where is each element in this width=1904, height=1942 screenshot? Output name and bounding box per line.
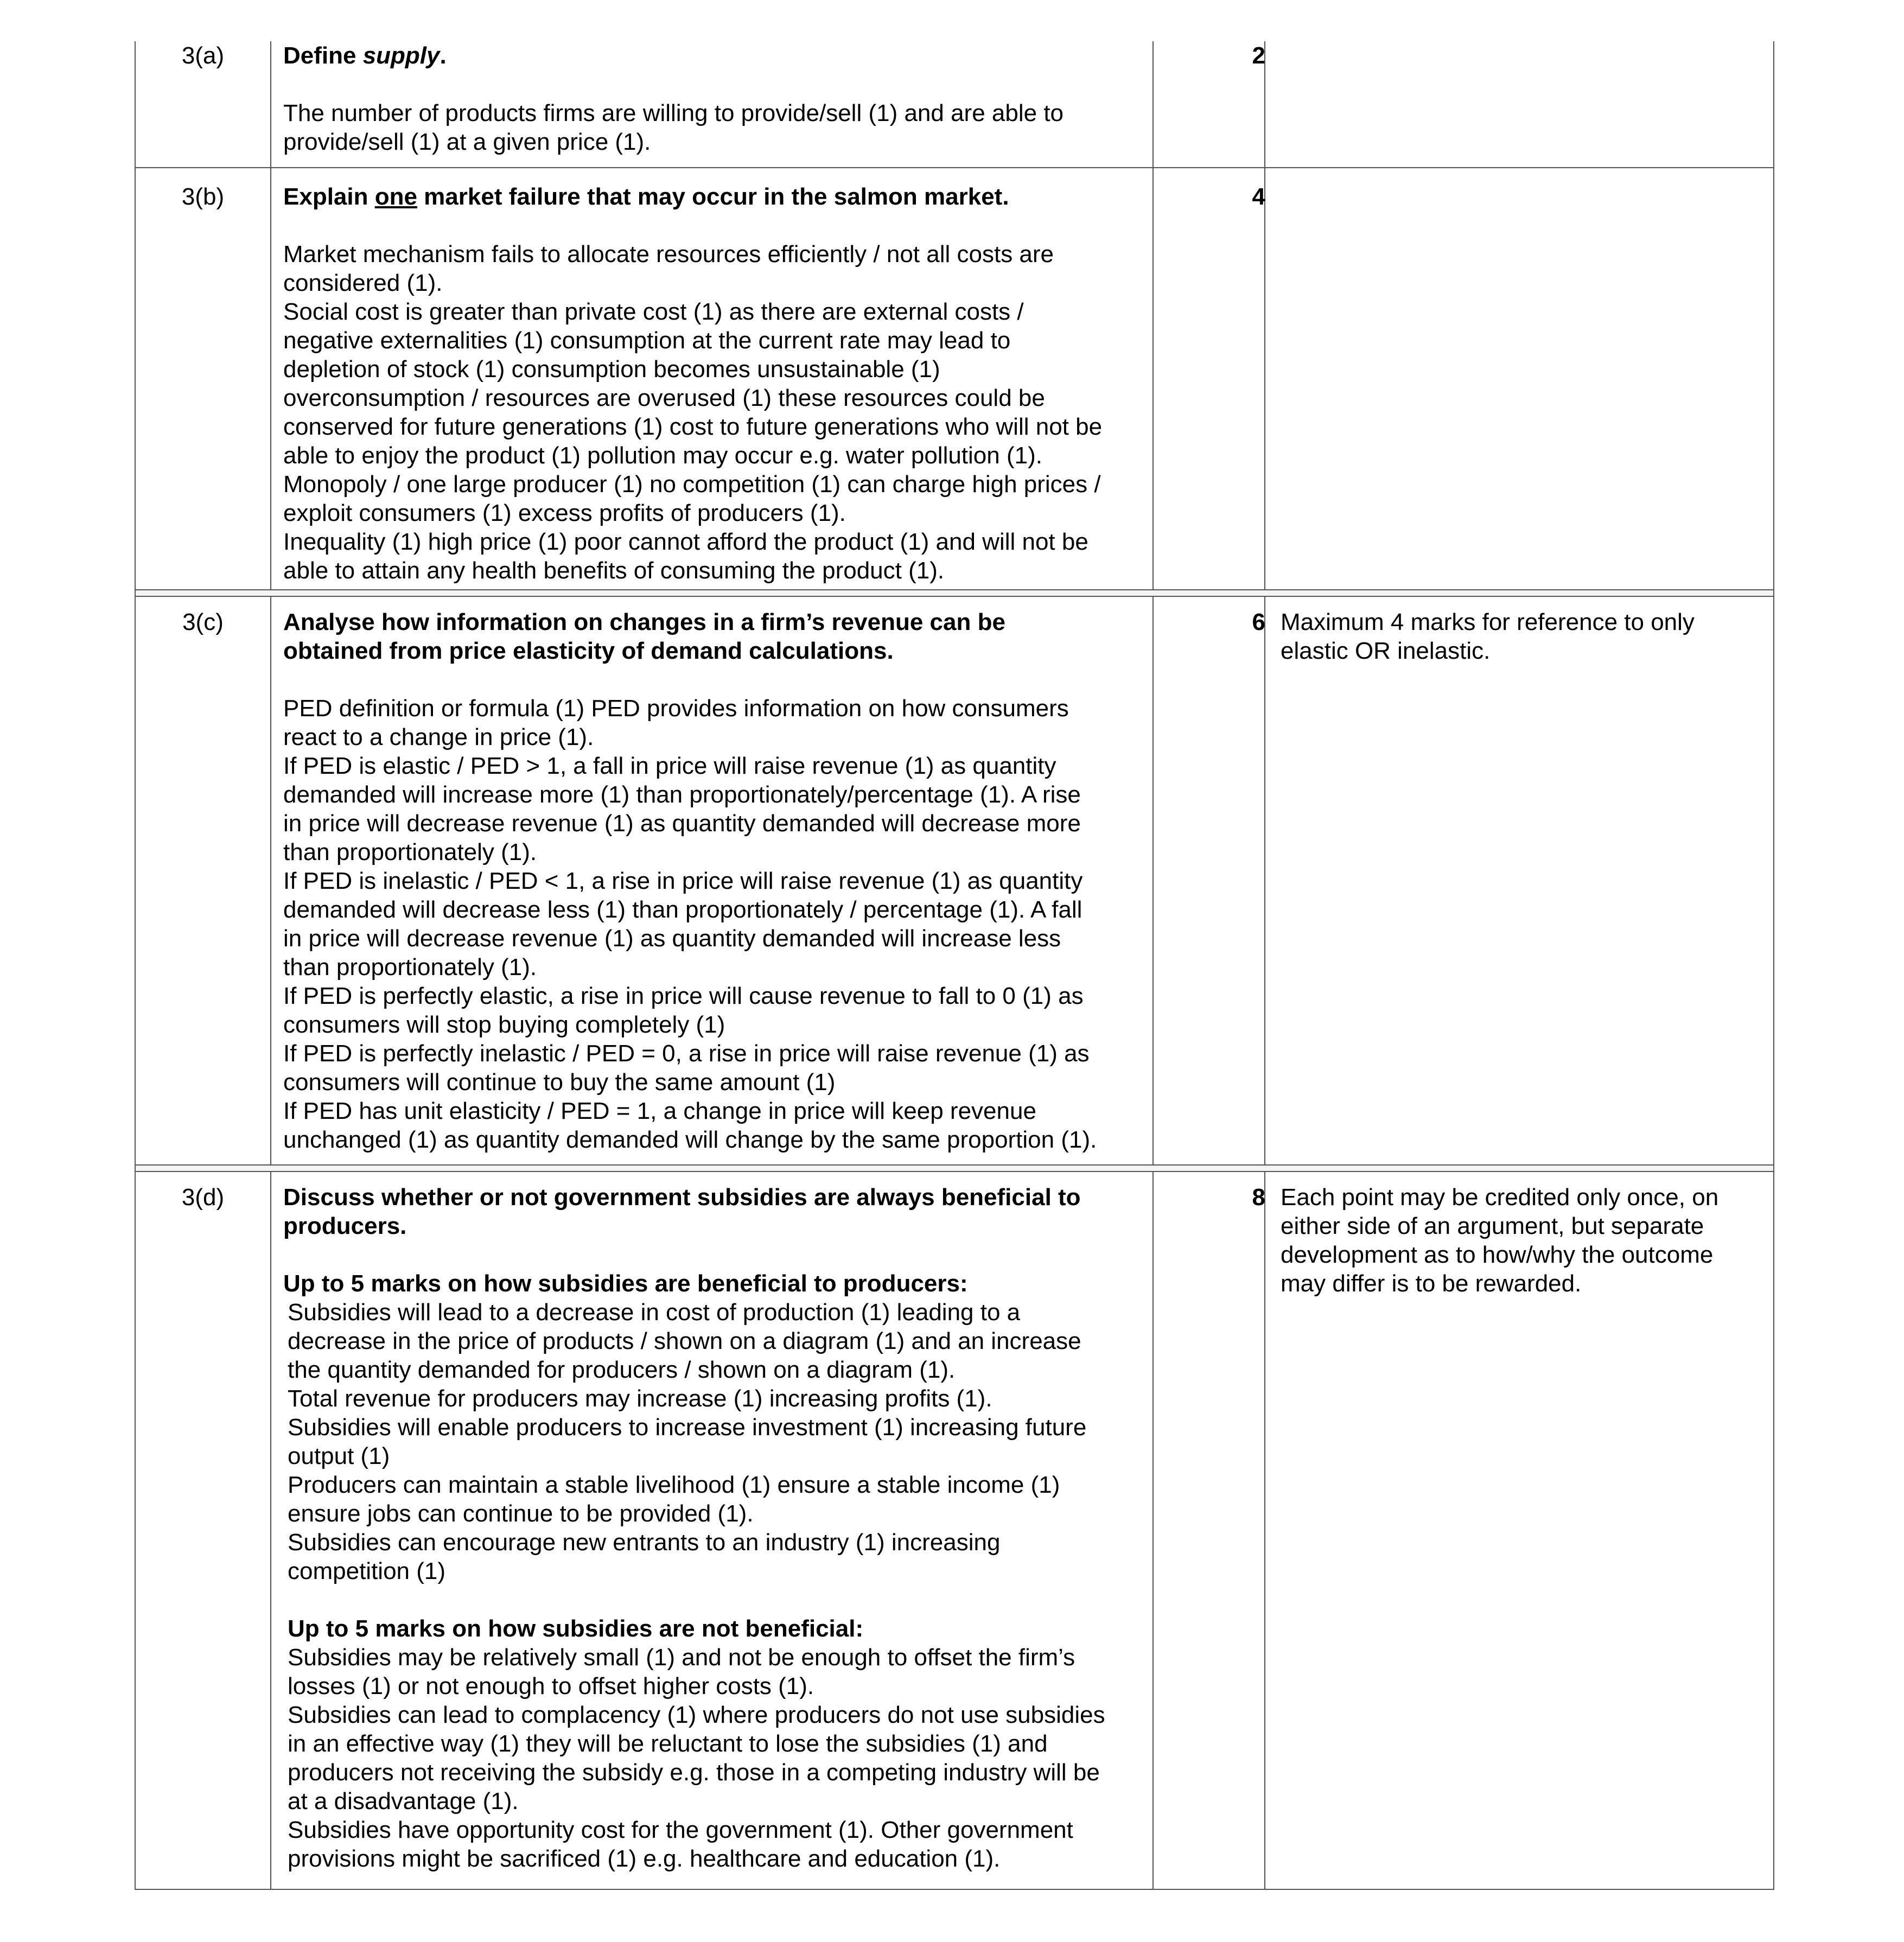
question-text [283,41,1271,70]
question-text-underlined: one [374,183,417,210]
column-divider [270,1172,271,1889]
answer-line: demanded will increase more (1) than proportionately/percentage (1). A rise [283,781,1081,808]
guidance-line: development as to how/why the outcome [1281,1241,1714,1268]
answer-line: than proportionately (1). [283,839,537,865]
answer-line: in price will decrease revenue (1) as quantity demanded will decrease more [283,810,1081,837]
answer-line: provisions might be sacrificed (1) e.g. healthcare and education (1). [288,1845,1001,1872]
answer-line: unchanged (1) as quantity demanded will change by the same proportion (1). [283,1126,1097,1153]
answer-line: Subsidies can lead to complacency (1) where producers do not use subsidies [288,1702,1105,1728]
guidance-line: either side of an argument, but separate [1281,1213,1704,1239]
answer-line: If PED is elastic / PED > 1, a fall in price will raise revenue (1) as quantity [283,753,1056,779]
answer-line: Subsidies will enable producers to increase investment (1) increasing future [288,1414,1087,1441]
answer-line: ensure jobs can continue to be provided (1). [288,1500,754,1527]
answer-line: consumers will stop buying completely (1) [283,1011,725,1038]
table-row-3d [136,1172,1773,1889]
marks-value: 8 [1252,1184,1265,1211]
answer-line: Market mechanism fails to allocate resources efficiently / not all costs are [283,241,1054,268]
question-text-italic: supply [362,42,440,69]
guidance-cell [1281,608,1769,665]
table-row-3a [136,41,1773,168]
guidance-line: Maximum 4 marks for reference to only [1281,609,1695,635]
answer-line: depletion of stock (1) consumption becomes unsustainable (1) [283,356,940,383]
question-text-part: Define [283,42,363,69]
answer-line: Subsidies can encourage new entrants to an industry (1) increasing [288,1529,1001,1556]
table-row-3c [136,597,1773,1172]
question-text-line: obtained from price elasticity of demand calculations. [283,638,894,664]
answer-line: able to attain any health benefits of consuming the product (1). [283,557,945,584]
question-text-part: Explain [283,183,375,210]
question-number: 3(b) [181,183,225,210]
question-number: 3(d) [181,1184,225,1211]
column-divider [270,168,271,597]
marks-value: 2 [1252,42,1265,69]
question-text-line: producers. [283,1213,407,1239]
answer-cell [283,41,1271,156]
guidance-line: Each point may be credited only once, on [1281,1184,1719,1211]
section-heading-beneficial: Up to 5 marks on how subsidies are beneficial to producers: [283,1270,968,1297]
answer-line: Producers can maintain a stable livelihood (1) ensure a stable income (1) [288,1472,1060,1498]
answer-line: If PED has unit elasticity / PED = 1, a change in price will keep revenue [283,1098,1036,1124]
column-divider [270,41,271,168]
answer-line: Subsidies will lead to a decrease in cost of production (1) leading to a [288,1299,1021,1326]
answer-line: If PED is inelastic / PED < 1, a rise in price will raise revenue (1) as quantity [283,868,1083,894]
answer-line: Monopoly / one large producer (1) no competition (1) can charge high prices / [283,471,1101,498]
question-text-line: Discuss whether or not government subsidies are always beneficial to [283,1184,1081,1211]
guidance-line: may differ is to be rewarded. [1281,1270,1582,1297]
answer-line: consumers will continue to buy the same amount (1) [283,1069,836,1096]
answer-line: output (1) [288,1443,390,1469]
question-number: 3(a) [181,42,225,69]
answer-line: If PED is perfectly elastic, a rise in price will cause revenue to fall to 0 (1) as [283,983,1084,1009]
answer-line: Total revenue for producers may increase (1) increasing profits (1). [288,1385,992,1412]
section-heading-not-beneficial: Up to 5 marks on how subsidies are not beneficial: [288,1615,864,1642]
question-text-part: market failure that may occur in the salmon market. [417,183,1009,210]
answer-line: losses (1) or not enough to offset higher costs (1). [288,1673,814,1699]
question-text-line: Analyse how information on changes in a firm’s revenue can be [283,609,1005,635]
row-divider [136,1164,1773,1172]
answer-line: Inequality (1) high price (1) poor cannot afford the product (1) and will not be [283,529,1088,555]
answer-line: able to enjoy the product (1) pollution may occur e.g. water pollution (1). [283,442,1042,469]
answer-line: decrease in the price of products / shown on a diagram (1) and an increase [288,1328,1081,1354]
marks-value: 4 [1252,183,1265,210]
answer-line: considered (1). [283,270,443,296]
marks-value: 6 [1252,609,1265,635]
question-text [283,182,1271,211]
question-text-part: . [440,42,447,69]
answer-line: in an effective way (1) they will be reluctant to lose the subsidies (1) and [288,1730,1048,1757]
row-divider [136,589,1773,597]
answer-line: the quantity demanded for producers / shown on a diagram (1). [288,1357,956,1383]
answer-line: overconsumption / resources are overused (1) these resources could be [283,385,1045,411]
answer-line: than proportionately (1). [283,954,537,980]
question-number: 3(c) [182,609,224,635]
answer-line: producers not receiving the subsidy e.g. those in a competing industry will be [288,1759,1100,1786]
answer-line: exploit consumers (1) excess profits of producers (1). [283,500,846,526]
answer-line: Subsidies may be relatively small (1) and not be enough to offset the firm’s [288,1644,1075,1671]
answer-line: at a disadvantage (1). [288,1788,519,1814]
answer-line: demanded will decrease less (1) than proportionately / percentage (1). A fall [283,896,1082,923]
answer-cell [283,182,1271,585]
answer-line: Social cost is greater than private cost (1) as there are external costs / [283,298,1024,325]
table-row-3b [136,168,1773,597]
answer-line: conserved for future generations (1) cost to future generations who will not be [283,413,1103,440]
answer-cell [283,1183,1271,1873]
answer-cell [283,608,1271,1154]
answer-line: PED definition or formula (1) PED provides information on how consumers [283,695,1069,722]
guidance-line: elastic OR inelastic. [1281,638,1491,664]
mark-scheme-table [135,41,1774,1890]
answer-line: If PED is perfectly inelastic / PED = 0, a rise in price will raise revenue (1) as [283,1040,1090,1067]
answer-line: provide/sell (1) at a given price (1). [283,129,651,155]
answer-line: competition (1) [288,1558,446,1584]
guidance-cell [1281,1183,1769,1298]
answer-line: react to a change in price (1). [283,724,594,750]
column-divider [270,597,271,1172]
answer-line: negative externalities (1) consumption at the current rate may lead to [283,327,1011,354]
answer-line: Subsidies have opportunity cost for the government (1). Other government [288,1817,1073,1843]
answer-line: in price will decrease revenue (1) as quantity demanded will increase less [283,925,1061,952]
answer-line: The number of products firms are willing to provide/sell (1) and are able to [283,100,1064,126]
